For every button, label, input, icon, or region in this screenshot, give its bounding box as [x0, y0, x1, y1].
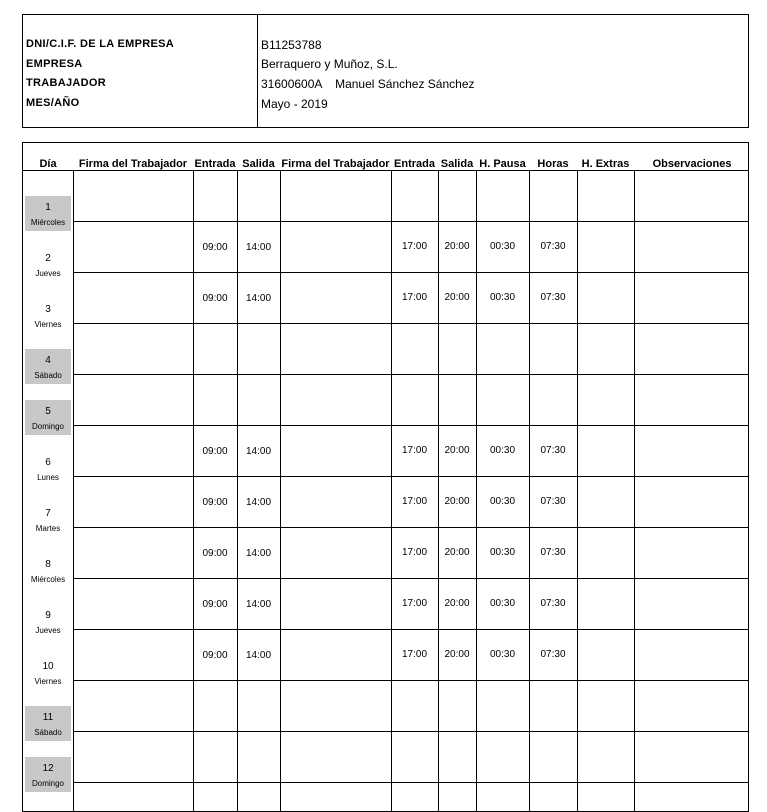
row-divider: [73, 527, 749, 528]
cif-value: B11253788: [261, 38, 322, 52]
column-header-firma1: Firma del Trabajador: [78, 158, 188, 170]
cell-entrada2: 17:00: [401, 445, 428, 456]
cell-salida1: 14:00: [245, 650, 272, 661]
day-number: 12: [42, 763, 54, 774]
cell-salida1: 14:00: [245, 446, 272, 457]
column-divider: [476, 171, 477, 812]
cell-horas: 07:30: [540, 496, 566, 507]
day-number: 8: [45, 559, 51, 570]
cell-pausa: 00:30: [489, 598, 516, 609]
day-number: 9: [45, 610, 51, 621]
cell-salida1: 14:00: [245, 599, 272, 610]
column-header-entrada1: Entrada: [194, 158, 236, 170]
column-divider: [73, 171, 74, 812]
row-divider: [73, 680, 749, 681]
day-number: 4: [45, 355, 51, 366]
row-divider: [73, 323, 749, 324]
cell-entrada2: 17:00: [401, 496, 428, 507]
day-number: 7: [45, 508, 51, 519]
cell-salida1: 14:00: [245, 497, 272, 508]
column-divider: [634, 171, 635, 812]
cell-entrada2: 17:00: [401, 292, 428, 303]
day-cell: [25, 451, 71, 486]
row-divider: [73, 731, 749, 732]
column-header-salida2: Salida: [440, 158, 474, 170]
cell-horas: 07:30: [540, 241, 566, 252]
weekday-name: Miércoles: [30, 575, 66, 584]
column-header-pausa: H. Pausa: [479, 158, 526, 170]
timesheet-table: [22, 142, 749, 812]
column-header-dia: Día: [39, 158, 57, 170]
day-cell: [25, 247, 71, 282]
cell-pausa: 00:30: [489, 292, 516, 303]
cell-salida2: 20:00: [444, 598, 470, 609]
cell-entrada1: 09:00: [202, 446, 228, 457]
header-divider: [257, 15, 258, 127]
column-header-observaciones: Observaciones: [652, 158, 732, 170]
cell-salida1: 14:00: [245, 548, 272, 559]
cell-salida2: 20:00: [444, 547, 470, 558]
company-info-box: [22, 14, 749, 128]
weekday-name: Jueves: [35, 626, 61, 635]
cell-horas: 07:30: [540, 649, 566, 660]
worker-label: TRABAJADOR: [26, 77, 106, 89]
column-header-horas: Horas: [537, 158, 569, 170]
day-cell: [25, 502, 71, 537]
column-header-firma2: Firma del Trabajador: [281, 158, 390, 170]
day-number: 1: [45, 202, 51, 213]
column-header-entrada2: Entrada: [394, 158, 435, 170]
worker-value: 31600600A Manuel Sánchez Sánchez: [261, 77, 475, 91]
cell-entrada2: 17:00: [401, 598, 428, 609]
cell-salida1: 14:00: [245, 293, 272, 304]
cif-label: DNI/C.I.F. DE LA EMPRESA: [26, 38, 174, 50]
day-cell: [25, 196, 71, 231]
cell-horas: 07:30: [540, 445, 566, 456]
day-cell: [25, 706, 71, 741]
cell-entrada1: 09:00: [202, 599, 228, 610]
column-divider: [391, 171, 392, 812]
weekday-name: Sábado: [34, 371, 62, 380]
cell-horas: 07:30: [540, 292, 566, 303]
row-divider: [73, 578, 749, 579]
cell-salida2: 20:00: [444, 241, 470, 252]
day-number: 5: [45, 406, 51, 417]
cell-pausa: 00:30: [489, 649, 516, 660]
weekday-name: Martes: [35, 524, 61, 533]
cell-entrada1: 09:00: [202, 293, 228, 304]
column-divider: [193, 171, 194, 812]
day-cell: [25, 298, 71, 333]
weekday-name: Domingo: [31, 779, 64, 788]
row-divider: [73, 425, 749, 426]
cell-entrada2: 17:00: [401, 547, 428, 558]
row-divider: [73, 374, 749, 375]
cell-entrada1: 09:00: [202, 497, 228, 508]
cell-pausa: 00:30: [489, 445, 516, 456]
row-divider: [73, 629, 749, 630]
day-cell: [25, 349, 71, 384]
weekday-name: Sábado: [34, 728, 62, 737]
column-divider: [280, 171, 281, 812]
weekday-name: Miércoles: [30, 218, 66, 227]
cell-entrada2: 17:00: [401, 649, 428, 660]
column-divider: [577, 171, 578, 812]
company-value: Berraquero y Muñoz, S.L.: [261, 57, 398, 71]
column-divider: [237, 171, 238, 812]
row-divider: [73, 782, 749, 783]
cell-salida2: 20:00: [444, 649, 470, 660]
cell-salida2: 20:00: [444, 496, 470, 507]
day-cell: [25, 655, 71, 690]
column-header-extras: H. Extras: [581, 158, 630, 170]
weekday-name: Viernes: [34, 677, 62, 686]
day-cell: [25, 757, 71, 792]
day-number: 6: [45, 457, 51, 468]
cell-pausa: 00:30: [489, 496, 516, 507]
weekday-name: Domingo: [31, 422, 64, 431]
column-divider: [438, 171, 439, 812]
cell-salida1: 14:00: [245, 242, 272, 253]
weekday-name: Jueves: [35, 269, 61, 278]
cell-salida2: 20:00: [444, 292, 470, 303]
day-cell: [25, 604, 71, 639]
day-number: 11: [42, 712, 54, 723]
cell-entrada1: 09:00: [202, 650, 228, 661]
cell-entrada1: 09:00: [202, 548, 228, 559]
month-year-value: Mayo - 2019: [261, 97, 328, 111]
day-number: 10: [42, 661, 54, 672]
cell-entrada1: 09:00: [202, 242, 228, 253]
month-year-label: MES/AÑO: [26, 97, 80, 109]
column-header-salida1: Salida: [242, 158, 275, 170]
cell-horas: 07:30: [540, 547, 566, 558]
cell-entrada2: 17:00: [401, 241, 428, 252]
cell-horas: 07:30: [540, 598, 566, 609]
day-cell: [25, 553, 71, 588]
day-number: 3: [45, 304, 51, 315]
column-divider: [529, 171, 530, 812]
cell-pausa: 00:30: [489, 547, 516, 558]
row-divider: [73, 476, 749, 477]
weekday-name: Lunes: [37, 473, 59, 482]
row-divider: [73, 272, 749, 273]
day-number: 2: [45, 253, 51, 264]
row-divider: [73, 221, 749, 222]
day-cell: [25, 400, 71, 435]
weekday-name: Viernes: [34, 320, 62, 329]
table-header-row: [23, 143, 748, 171]
cell-pausa: 00:30: [489, 241, 516, 252]
cell-salida2: 20:00: [444, 445, 470, 456]
company-label: EMPRESA: [26, 58, 83, 70]
